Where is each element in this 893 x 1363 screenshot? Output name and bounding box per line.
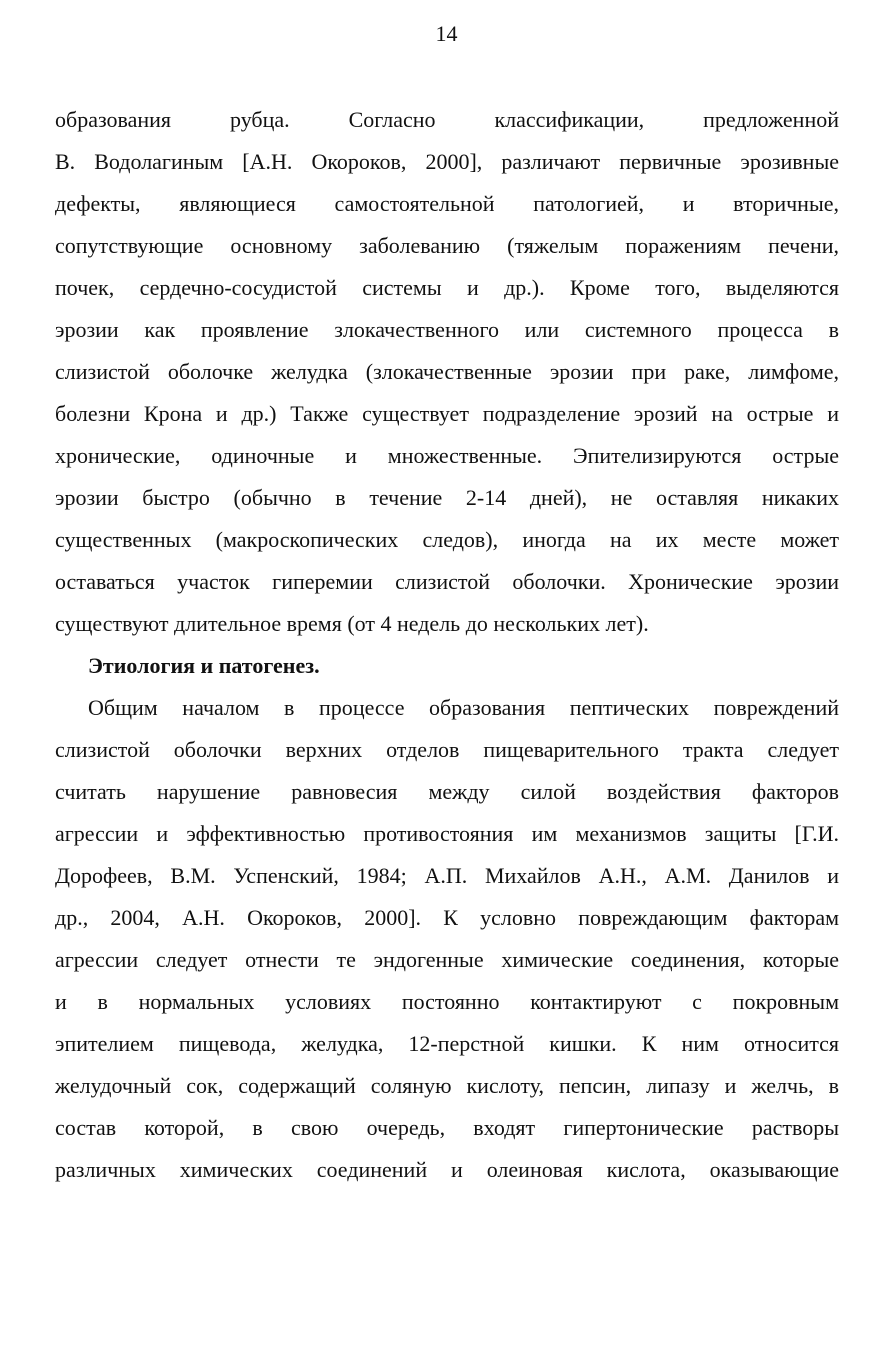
- text-line: Общим началом в процессе образования пептических повреждений: [88, 695, 839, 720]
- text-line: др., 2004, А.Н. Окороков, 2000]. К условно повреждающим факторам: [55, 905, 839, 930]
- text-line: агрессии следует отнести те эндогенные химические соединения, которые: [55, 947, 839, 972]
- text-line: эрозии как проявление злокачественного или системного процесса в: [55, 317, 839, 342]
- text-line: слизистой оболочке желудка (злокачественные эрозии при раке, лимфоме,: [55, 359, 839, 384]
- paragraph-2: [55, 687, 839, 1191]
- text-line: различных химических соединений и олеиновая кислота, оказывающие: [55, 1157, 839, 1182]
- text-line: считать нарушение равновесия между силой воздействия факторов: [55, 779, 839, 804]
- document-body: [55, 99, 839, 1191]
- text-line: болезни Крона и др.) Также существует подразделение эрозий на острые и: [55, 401, 839, 426]
- text-line: и в нормальных условиях постоянно контактируют с покровным: [55, 989, 839, 1014]
- text-line: состав которой, в свою очередь, входят гипертонические растворы: [55, 1115, 839, 1140]
- text-line: слизистой оболочки верхних отделов пищеварительного тракта следует: [55, 737, 839, 762]
- text-line: желудочный сок, содержащий соляную кислоту, пепсин, липазу и желчь, в: [55, 1073, 839, 1098]
- text-line: дефекты, являющиеся самостоятельной патологией, и вторичные,: [55, 191, 839, 216]
- text-line: хронические, одиночные и множественные. Эпителизируются острые: [55, 443, 839, 468]
- section-heading: Этиология и патогенез.: [88, 653, 320, 678]
- text-line: существуют длительное время (от 4 недель до нескольких лет).: [55, 611, 649, 636]
- text-line: эпителием пищевода, желудка, 12-перстной кишки. К ним относится: [55, 1031, 839, 1056]
- text-line: сопутствующие основному заболеванию (тяжелым поражениям печени,: [55, 233, 839, 258]
- paragraph-1: [55, 99, 839, 645]
- text-line: почек, сердечно-сосудистой системы и др.). Кроме того, выделяются: [55, 275, 839, 300]
- text-line: эрозии быстро (обычно в течение 2-14 дней), не оставляя никаких: [55, 485, 839, 510]
- text-line: оставаться участок гиперемии слизистой оболочки. Хронические эрозии: [55, 569, 839, 594]
- text-line: агрессии и эффективностью противостояния им механизмов защиты [Г.И.: [55, 821, 839, 846]
- text-line: Дорофеев, В.М. Успенский, 1984; А.П. Михайлов А.Н., А.М. Данилов и: [55, 863, 839, 888]
- text-line: В. Водолагиным [А.Н. Окороков, 2000], различают первичные эрозивные: [55, 149, 839, 174]
- text-line: существенных (макроскопических следов), иногда на их месте может: [55, 527, 839, 552]
- text-line: образования рубца. Согласно классификации, предложенной: [55, 107, 839, 132]
- page-number: 14: [435, 21, 458, 46]
